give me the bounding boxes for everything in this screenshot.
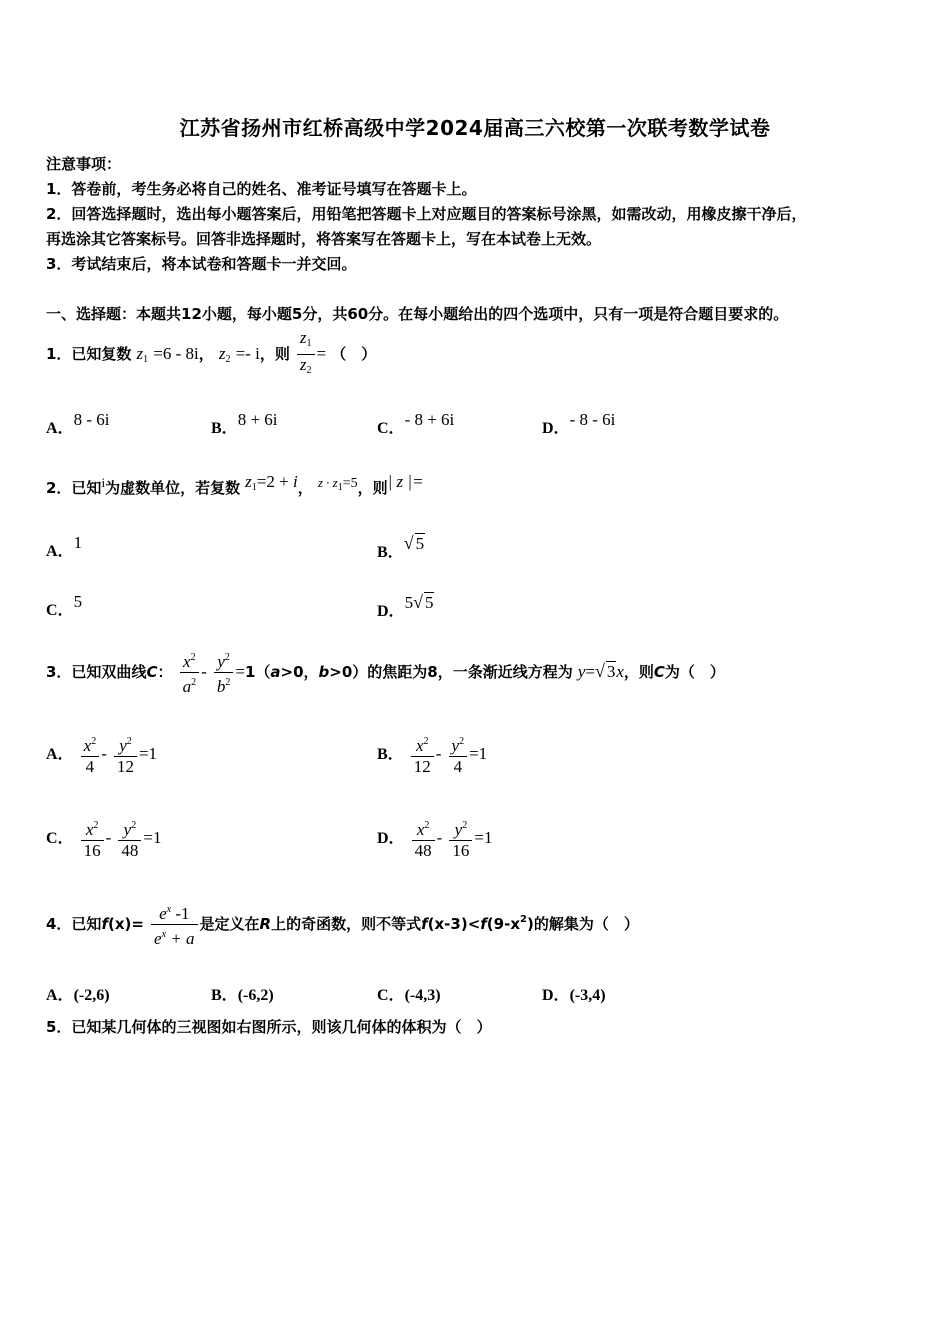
q4-option-d[interactable]: D．(-3,4)	[542, 987, 606, 1004]
q4-option-c[interactable]: C．(-4,3)	[377, 987, 441, 1004]
q3-option-a[interactable]: A． $\frac{x^2}{4}$ - $\frac{y^2}{12}$ =1	[46, 732, 157, 777]
notice-item: 2．回答选择题时，选出每小题答案后，用铅笔把答题卡上对应题目的答案标号涂黑，如需改动，用橡皮擦干净后，	[46, 205, 807, 223]
question-4-stem: 4．已知f(x)= $\frac{e^x -1}{e^x + a}$ 是定义在R上的奇函数，则不等式$f(x-3)<f(9-x^2)$的解集为（ ）	[46, 900, 639, 949]
q2-option-a[interactable]: A．1	[46, 533, 83, 560]
notice-item: 再选涂其它答案标号。回答非选择题时，将答案写在答题卡上，写在本试卷上无效。	[46, 230, 602, 248]
q1-option-c[interactable]: C．- 8 + 6i	[377, 410, 455, 437]
radical-sign: √	[413, 592, 423, 612]
notice-heading: 注意事项：	[46, 155, 122, 173]
q4-option-a[interactable]: A．(-2,6)	[46, 987, 110, 1004]
question-2-stem: 2．已知$^i$为虚数单位，若复数 $z^1=2 + i$， $^{z \cdot z1}$=5，则| z |=	[46, 472, 424, 497]
q3-option-d[interactable]: D． $\frac{x^2}{48}$ - $\frac{y^2}{16}$ =1	[377, 816, 493, 861]
question-3-stem: 3．已知双曲线C： $\frac{x^2}{a^2}$ - $\frac{y^2}{b^2}$ =1（a>0，b>0）的焦距为8，一条渐近线方程为 y=√ 3x，则C为（ ）	[46, 648, 725, 697]
notice-item: 1．答卷前，考生务必将自己的姓名、准考证号填写在答题卡上。	[46, 180, 477, 198]
fraction-z1-over-z2: $\frac{z_1}{z_2}$	[297, 328, 315, 381]
fraction-x2-over-a2: $\frac{x^2}{a^2}$	[180, 648, 200, 697]
notice-item: 3．考试结束后，将本试卷和答题卡一并交回。	[46, 255, 357, 273]
exam-title: 江苏省扬州市红桥高级中学2024届高三六校第一次联考数学试卷	[179, 116, 771, 140]
question-5-stem: 5．已知某几何体的三视图如右图所示，则该几何体的体积为（ ）	[46, 1018, 492, 1036]
q4-option-b[interactable]: B．(-6,2)	[211, 987, 274, 1004]
q3-option-c[interactable]: C． $\frac{x^2}{16}$ - $\frac{y^2}{48}$ =1	[46, 816, 162, 861]
fraction-ex-expression: $\frac{e^x -1}{e^x + a}$	[151, 900, 197, 949]
section-heading: 一、选择题：本题共12小题，每小题5分，共60分。在每小题给出的四个选项中，只有一项是符合题目要求的。	[46, 305, 789, 323]
fraction-y2-over-b2: $\frac{y^2}{b^2}$	[214, 648, 234, 697]
q1-option-a[interactable]: A．8 - 6i	[46, 410, 110, 437]
radical-sign: √	[594, 661, 605, 681]
q3-option-b[interactable]: B． $\frac{x^2}{12}$ - $\frac{y^2}{4}$ =1	[377, 732, 487, 777]
q1-option-d[interactable]: D．- 8 - 6i	[542, 410, 616, 437]
radical-sign: √	[403, 533, 414, 553]
q2-option-c[interactable]: C．5	[46, 592, 83, 619]
q2-option-b[interactable]: B．√ 5	[377, 533, 425, 561]
question-1-stem: 1．已知复数 $z_1 =6 - 8i$， $z_2 =- i$，则 $\frac{z_1}{z_2}$ = （ ）	[46, 328, 376, 381]
q1-option-b[interactable]: B．8 + 6i	[211, 410, 278, 437]
q2-option-d[interactable]: D．5√ 5	[377, 592, 434, 620]
